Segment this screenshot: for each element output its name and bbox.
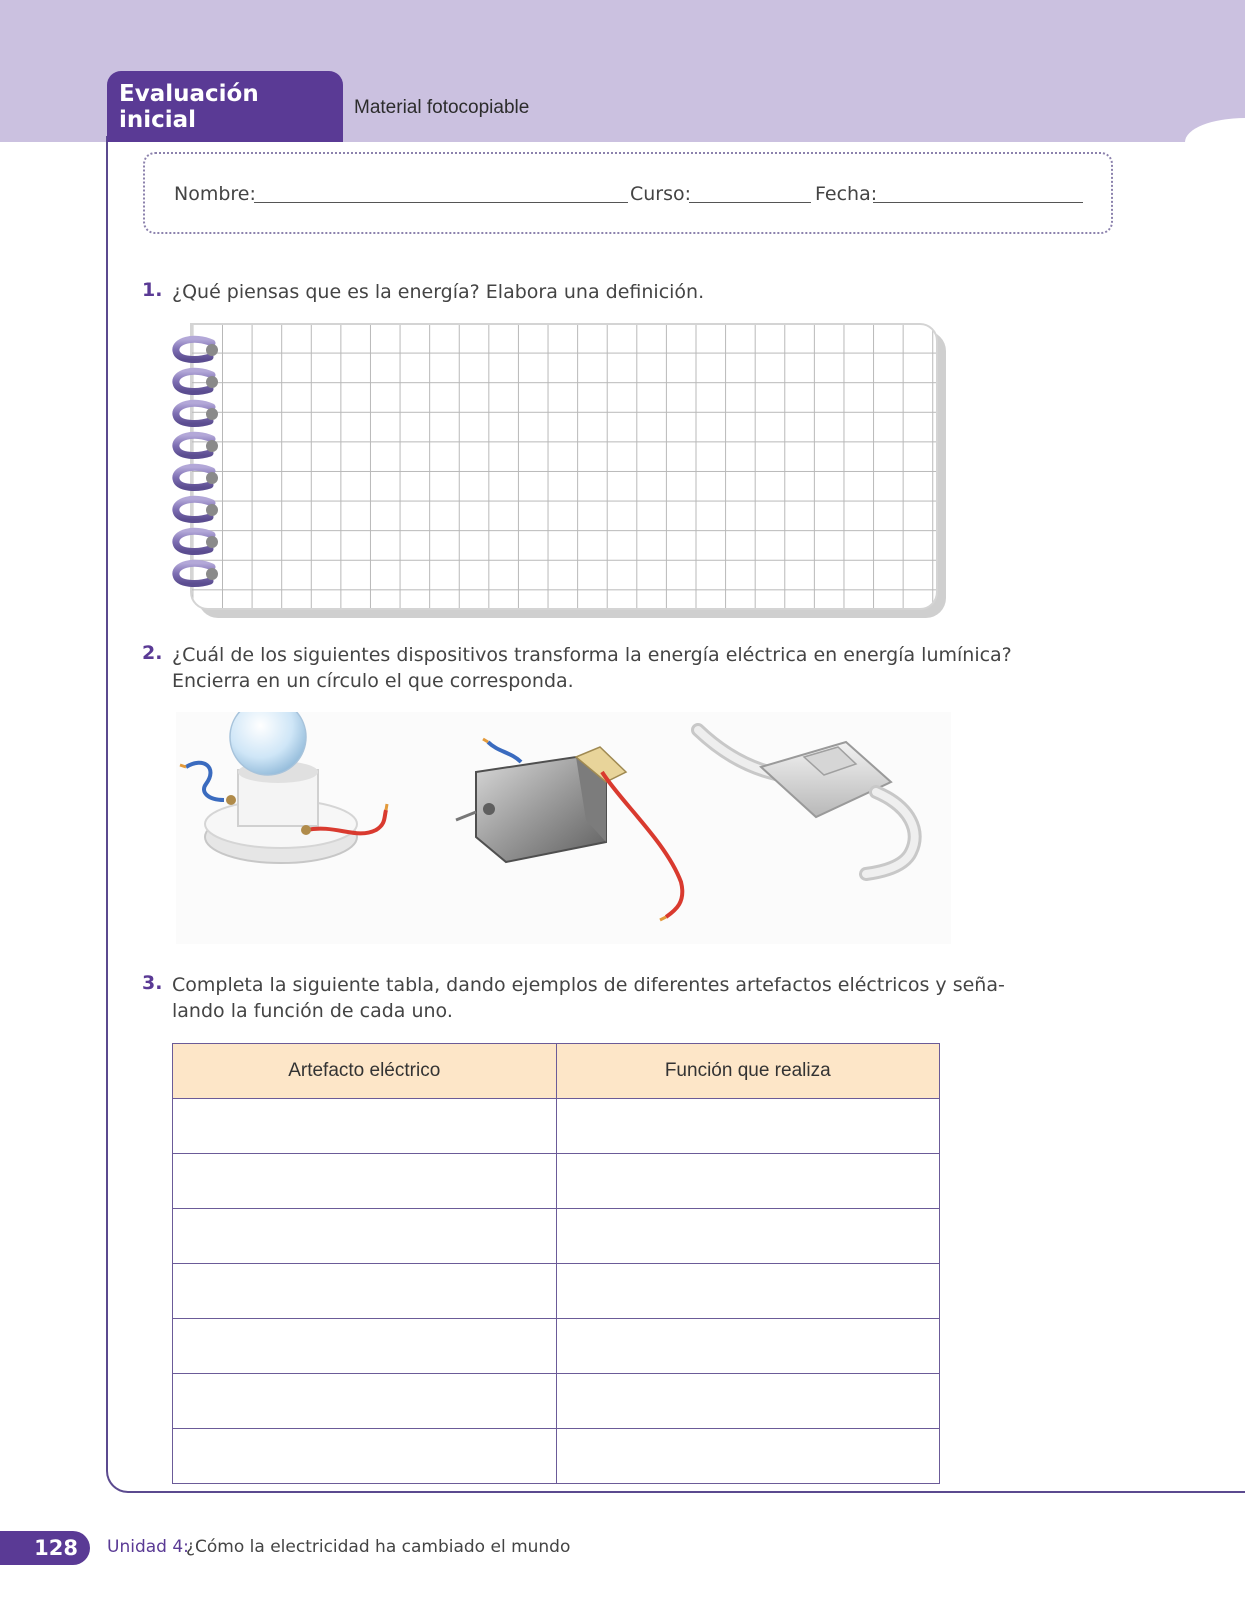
function-cell[interactable] (556, 1374, 940, 1429)
question-3-line-1: Completa la siguiente tabla, dando ejemplos de diferentes artefactos eléctricos y seña- (172, 974, 1005, 996)
table-row (173, 1099, 940, 1154)
section-tab (107, 71, 343, 142)
function-cell[interactable] (556, 1154, 940, 1209)
question-2-line-1: ¿Cuál de los siguientes dispositivos transforma la energía eléctrica en energía lumínica? (172, 644, 1012, 666)
header-function: Función que realiza (556, 1044, 940, 1099)
page-number-badge (0, 1531, 90, 1565)
artifact-cell[interactable] (173, 1099, 557, 1154)
function-cell[interactable] (556, 1429, 940, 1484)
artifact-cell[interactable] (173, 1264, 557, 1319)
question-3-number: 3. (142, 972, 163, 994)
artifact-cell[interactable] (173, 1319, 557, 1374)
header-artifact: Artefacto eléctrico (173, 1044, 557, 1099)
question-2-line-2: Encierra en un círculo el que corresponda. (172, 670, 574, 692)
page-number: 128 (34, 1536, 78, 1560)
artifact-cell[interactable] (173, 1209, 557, 1264)
date-label: Fecha: (815, 183, 878, 205)
table-row (173, 1264, 940, 1319)
student-info-box (143, 152, 1113, 234)
table-row (173, 1209, 940, 1264)
artifact-cell[interactable] (173, 1429, 557, 1484)
table-header-row (173, 1044, 940, 1099)
section-title: Evaluación inicial (119, 80, 259, 133)
question-1-number: 1. (142, 279, 163, 301)
function-cell[interactable] (556, 1209, 940, 1264)
course-label: Curso: (630, 183, 692, 205)
date-field[interactable] (873, 202, 1083, 203)
devices-photo-strip (176, 712, 951, 944)
header-subtitle: Material fotocopiable (354, 97, 530, 118)
name-label: Nombre: (174, 183, 256, 205)
function-cell[interactable] (556, 1264, 940, 1319)
footer-unit-title: ¿Cómo la electricidad ha cambiado el mundo (186, 1537, 571, 1557)
table-row (173, 1154, 940, 1209)
light-bulb-icon[interactable] (180, 712, 387, 863)
function-cell[interactable] (556, 1099, 940, 1154)
footer-unit-label: Unidad 4: (107, 1537, 189, 1557)
electric-motor-icon[interactable] (456, 739, 682, 920)
spiral-rings-icon (172, 335, 232, 605)
grid-answer-area[interactable] (190, 323, 938, 610)
name-field[interactable] (254, 202, 628, 203)
question-3-line-2: lando la función de cada uno. (172, 1000, 453, 1022)
artifacts-table (172, 1043, 940, 1484)
devices-illustration (176, 712, 951, 944)
question-2-number: 2. (142, 642, 163, 664)
table-row (173, 1429, 940, 1484)
course-field[interactable] (689, 202, 811, 203)
artifact-cell[interactable] (173, 1154, 557, 1209)
table-row (173, 1374, 940, 1429)
table-row (173, 1319, 940, 1374)
question-1-text: ¿Qué piensas que es la energía? Elabora una definición. (172, 281, 705, 303)
artifact-cell[interactable] (173, 1374, 557, 1429)
grid-notebook[interactable] (190, 323, 948, 618)
cord-switch-icon[interactable] (698, 730, 915, 874)
function-cell[interactable] (556, 1319, 940, 1374)
